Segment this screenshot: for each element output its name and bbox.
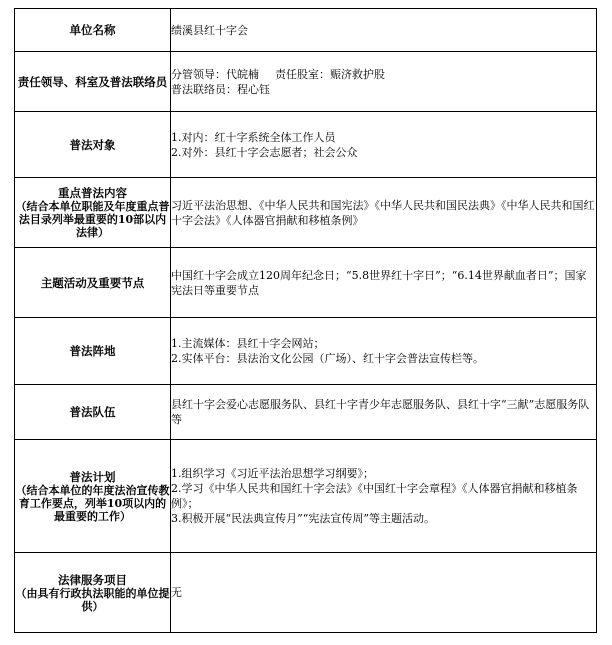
label-plan-note: （结合本单位的年度法治宣传教育工作要点，列举10项以内的最重要的工作） xyxy=(15,483,170,523)
row-key-content xyxy=(15,178,597,248)
label-plan: 普法计划 （结合本单位的年度法治宣传教育工作要点，列举10项以内的最重要的工作） xyxy=(15,440,171,553)
unit-name-text: 绩溪县红十字会 xyxy=(171,23,248,37)
label-positions: 普法阵地 xyxy=(15,318,171,385)
team-text: 县红十字会爱心志愿服务队、县红十字青少年志愿服务队、县红十字“三献”志愿服务队等 xyxy=(171,398,590,426)
plan-line-2: 2.学习《中华人民共和国红十字会法》《中国红十字会章程》《人体器官捐献和移植条例》； xyxy=(171,482,578,510)
liaison-text: 普法联络员：程心钰 xyxy=(171,82,270,96)
value-plan xyxy=(171,440,597,553)
label-key-content: 重点普法内容 （结合本单位职能及年度重点普法目录列举最重要的10部以内法律） xyxy=(15,178,171,248)
value-positions xyxy=(171,318,597,385)
label-legal-services: 法律服务项目 （由具有行政执法职能的单位提供） xyxy=(15,553,171,633)
row-responsible xyxy=(15,52,597,112)
label-legal-services-note: （由具有行政执法职能的单位提供） xyxy=(15,586,170,613)
value-team xyxy=(171,385,597,440)
plan-line-3: 3.积极开展“民法典宣传月”“宪法宣传周”等主题活动。 xyxy=(171,512,435,525)
value-key-content xyxy=(171,178,597,248)
dept-text: 责任股室：赈济救护股 xyxy=(275,67,385,81)
value-legal-services xyxy=(171,553,597,633)
value-theme-activities xyxy=(171,248,597,318)
row-plan xyxy=(15,440,597,553)
legal-education-responsibility-form xyxy=(14,8,597,633)
label-key-content-note: （结合本单位职能及年度重点普法目录列举最重要的10部以内法律） xyxy=(15,200,170,239)
value-audience xyxy=(171,112,597,178)
key-content-text: 习近平法治思想、《中华人民共和国宪法》《中华人民共和国民法典》《中华人民共和国红十字会法》《人体器官捐献和移植条例》 xyxy=(171,198,595,227)
label-audience: 普法对象 xyxy=(15,112,171,178)
legal-services-text: 无 xyxy=(171,586,182,599)
row-positions xyxy=(15,318,597,385)
label-team: 普法队伍 xyxy=(15,385,171,440)
audience-line-1: 1.对内：红十字系统全体工作人员 xyxy=(171,130,336,144)
label-responsible: 责任领导、科室及普法联络员 xyxy=(15,52,171,112)
label-theme-activities: 主题活动及重要节点 xyxy=(15,248,171,318)
label-unit-name: 单位名称 xyxy=(15,9,171,52)
row-unit-name xyxy=(15,9,597,52)
leader-text: 分管领导：代皖楠 xyxy=(171,67,259,81)
positions-line-1: 1.主流媒体：县红十字会网站； xyxy=(171,337,325,350)
row-team xyxy=(15,385,597,440)
audience-line-2: 2.对外：县红十字会志愿者；社会公众 xyxy=(171,145,358,159)
row-theme-activities xyxy=(15,248,597,318)
positions-line-2: 2.实体平台：县法治文化公园（广场）、红十字会普法宣传栏等。 xyxy=(171,352,484,365)
value-responsible xyxy=(171,52,597,112)
plan-line-1: 1.组织学习《习近平法治思想学习纲要》； xyxy=(171,467,374,480)
row-legal-services xyxy=(15,553,597,633)
theme-activities-text: 中国红十字会成立120周年纪念日；“5.8世界红十字日”；“6.14世界献血者日”；国家宪法日等重要节点 xyxy=(171,268,587,297)
row-audience xyxy=(15,112,597,178)
value-unit-name xyxy=(171,9,597,52)
